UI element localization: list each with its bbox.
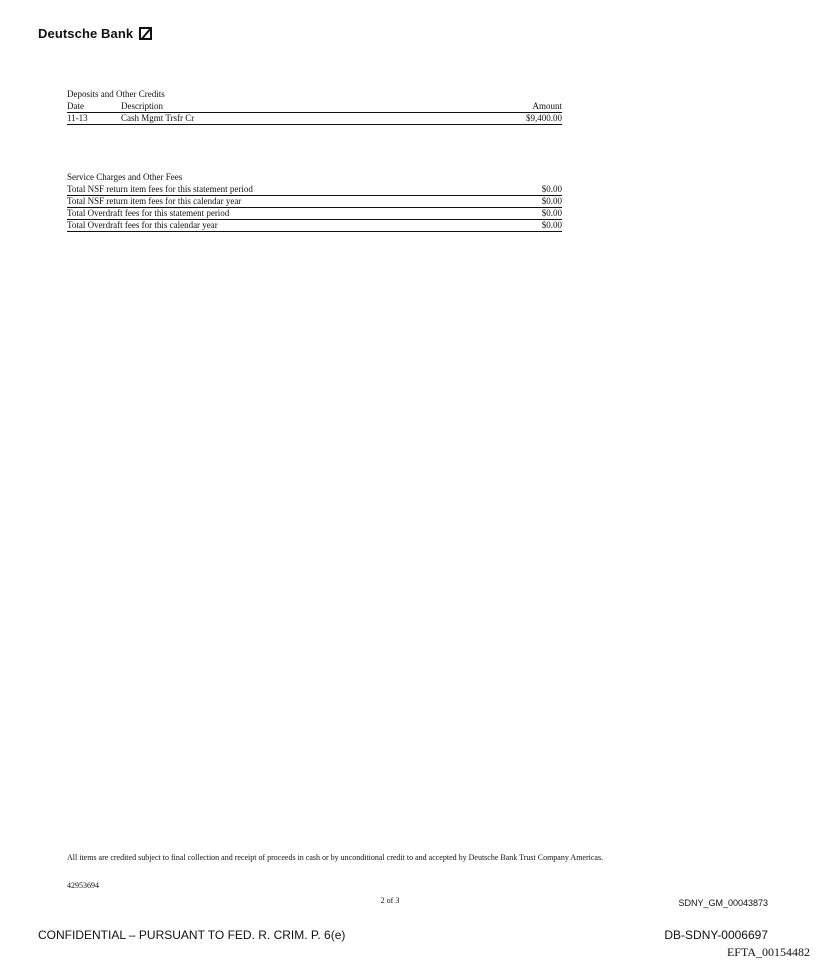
fee-amount: $0.00 xyxy=(502,184,562,196)
row-date: 11-13 xyxy=(67,113,121,125)
fee-label: Total Overdraft fees for this statement period xyxy=(67,208,502,220)
table-row xyxy=(67,184,562,196)
fee-amount: $0.00 xyxy=(502,220,562,232)
fee-label: Total NSF return item fees for this calendar year xyxy=(67,196,502,208)
page-number: 2 of 3 xyxy=(380,896,400,905)
fee-amount: $0.00 xyxy=(502,196,562,208)
deposits-title: Deposits and Other Credits xyxy=(67,89,165,99)
efta-number: EFTA_00154482 xyxy=(726,945,810,959)
row-description: Cash Mgmt Trsfr Cr xyxy=(121,113,417,125)
fees-title: Service Charges and Other Fees xyxy=(67,172,183,182)
amount-header: Amount xyxy=(417,101,562,113)
fee-label: Total Overdraft fees for this calendar year xyxy=(67,220,502,232)
table-row xyxy=(67,220,562,232)
deposits-table xyxy=(67,101,562,125)
deposits-header-row xyxy=(67,101,562,113)
date-header: Date xyxy=(67,101,121,113)
table-row xyxy=(67,113,562,125)
fee-label: Total NSF return item fees for this statement period xyxy=(67,184,502,196)
description-header: Description xyxy=(121,101,417,113)
deutsche-bank-slash-icon xyxy=(139,27,152,40)
row-amount: $9,400.00 xyxy=(417,113,562,125)
fee-amount: $0.00 xyxy=(502,208,562,220)
bank-logo xyxy=(38,26,152,41)
bates-number-gm: SDNY_GM_00043873 xyxy=(678,898,768,908)
bank-name: Deutsche Bank xyxy=(38,26,134,41)
bates-number-db: DB-SDNY-0006697 xyxy=(664,928,768,942)
fees-table xyxy=(67,184,562,232)
confidential-notice: CONFIDENTIAL – PURSUANT TO FED. R. CRIM. P. 6(e) xyxy=(38,928,346,942)
footer-note: All items are credited subject to final collection and receipt of proceeds in cash or by unconditional credit to and accepted by Deutsche Bank Trust Company Americas. xyxy=(67,853,604,862)
account-code: 42953694 xyxy=(67,881,99,890)
table-row xyxy=(67,208,562,220)
table-row xyxy=(67,196,562,208)
